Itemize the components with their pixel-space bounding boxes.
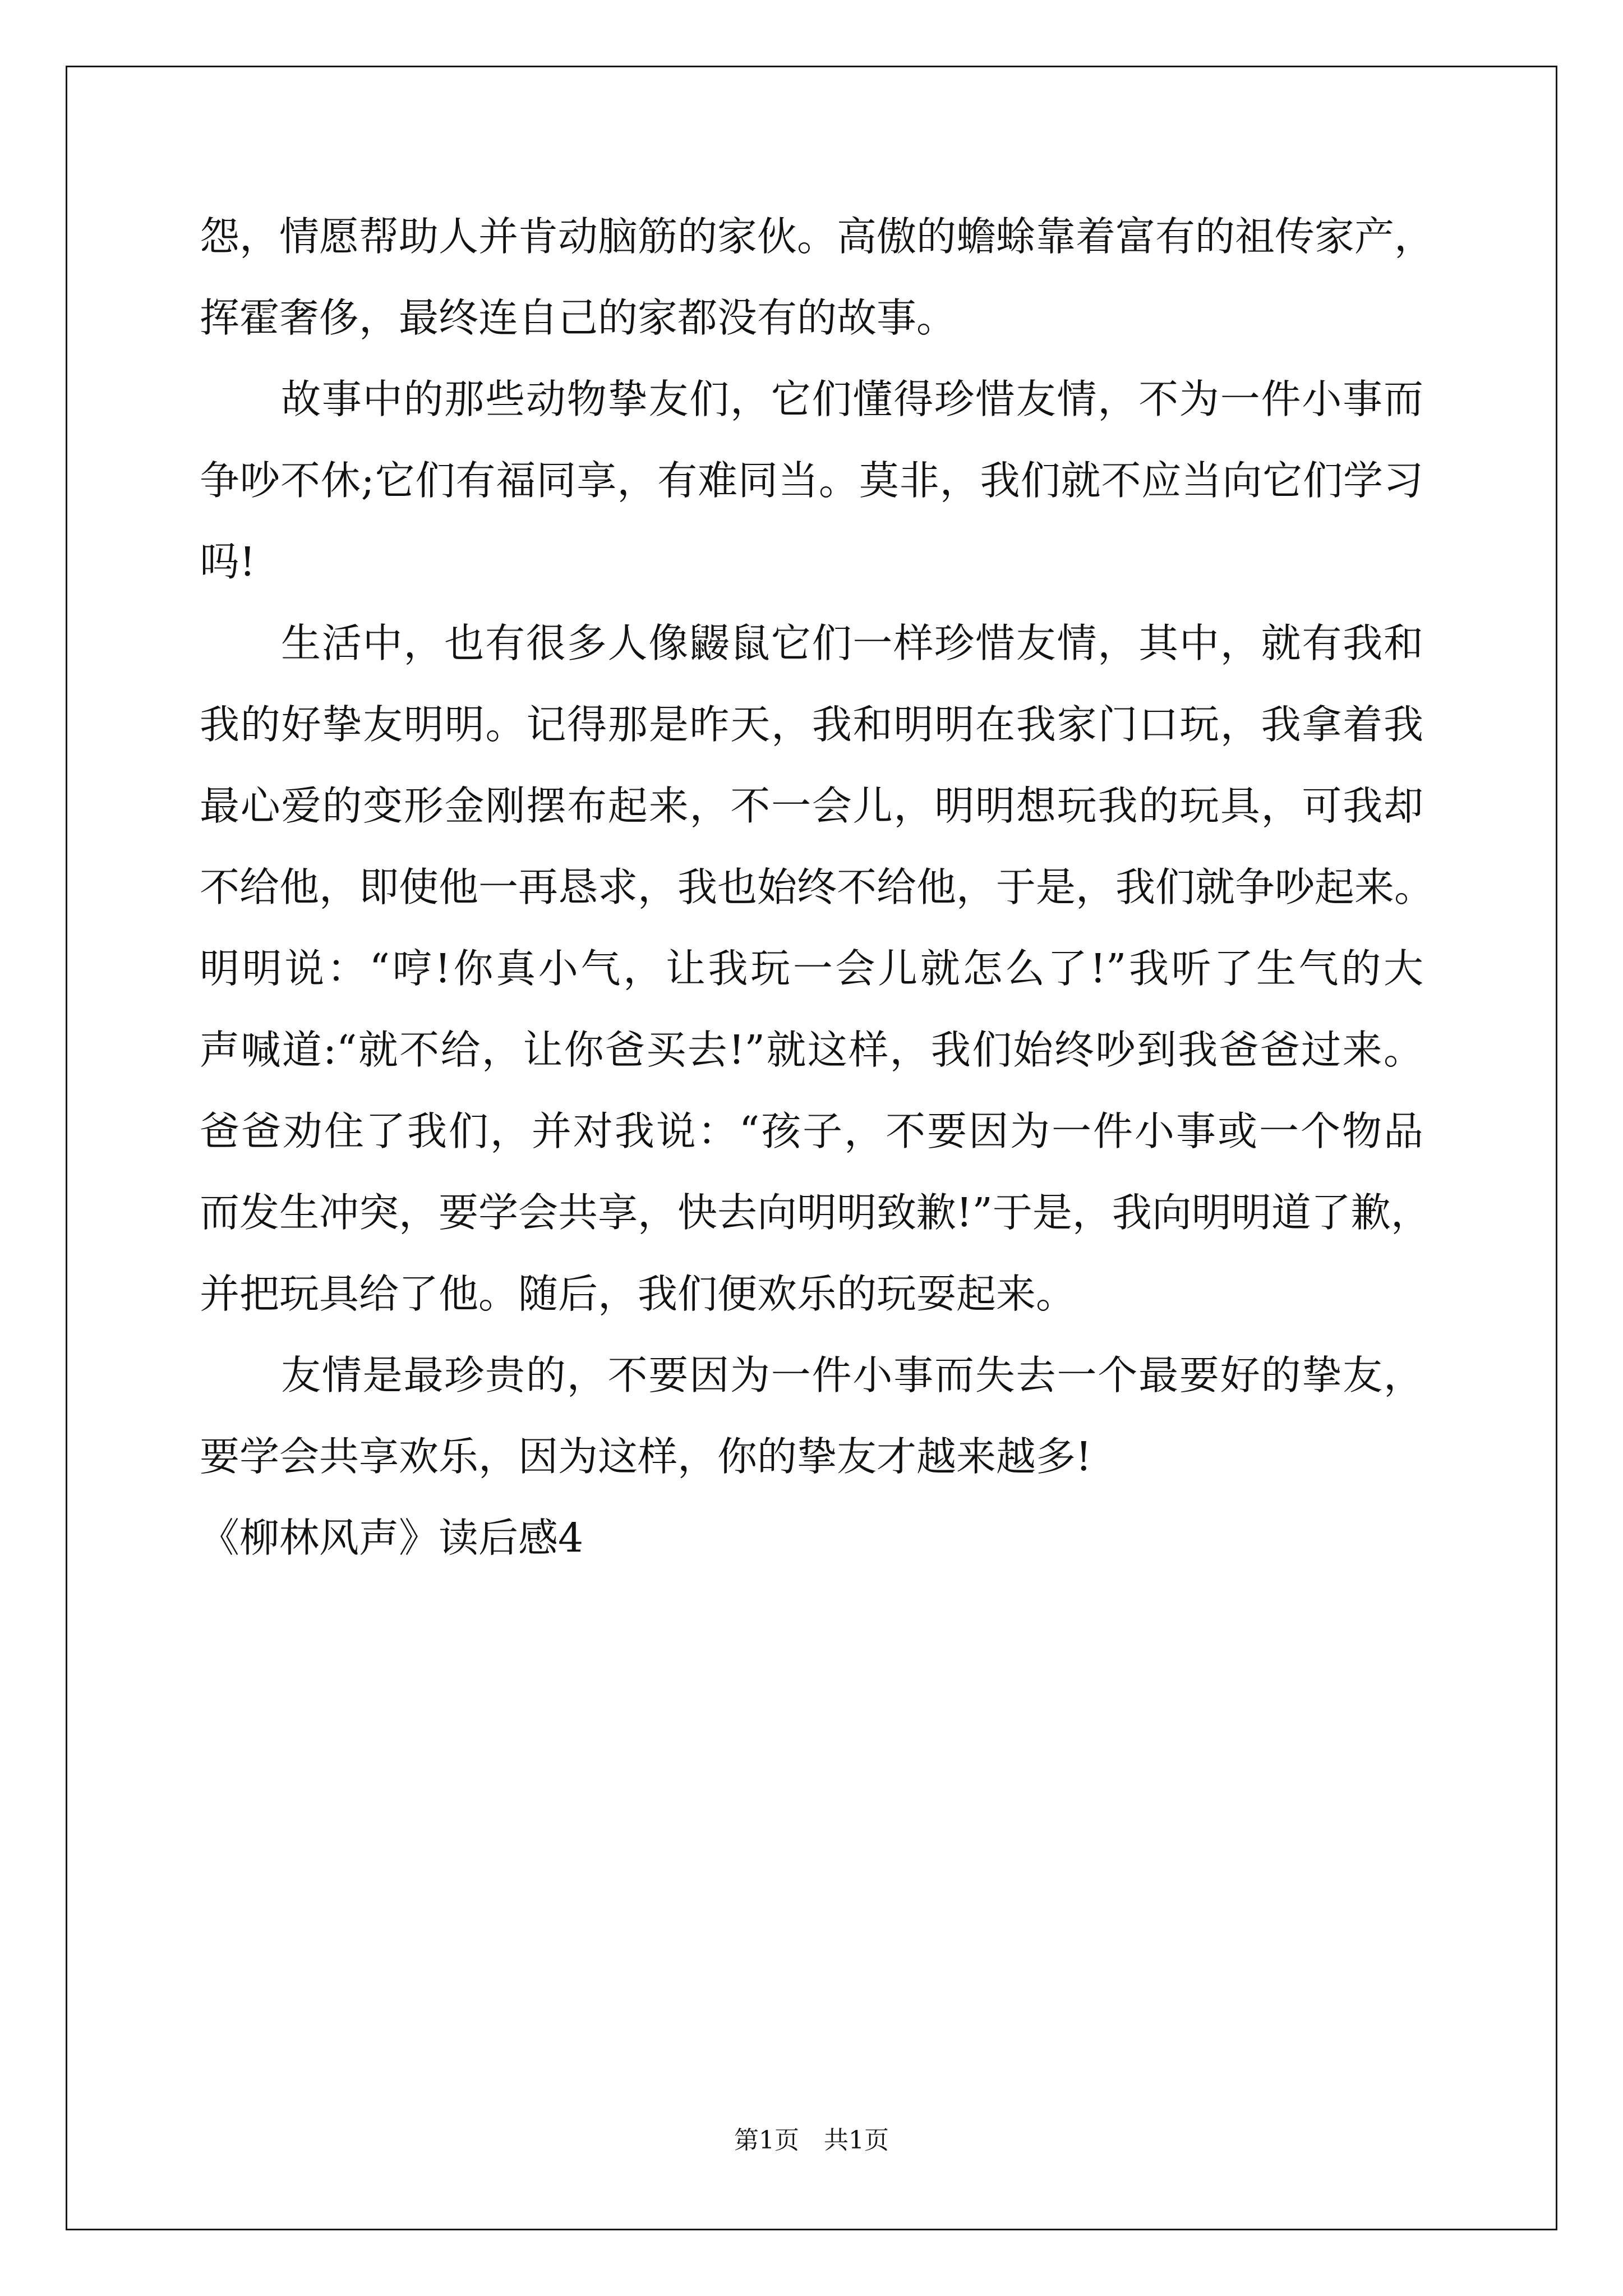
paragraph-3-line-4: 不给他，即使他一再恳求，我也始终不给他，于是，我们就争吵起来。: [200, 864, 1435, 910]
paragraph-1-line-2: 挥霍奢侈，最终连自己的家都没有的故事。: [200, 295, 957, 341]
paragraph-2-line-1: 故事中的那些动物挚友们，它们懂得珍惜友情，不为一件小事而: [281, 376, 1423, 422]
paragraph-2-line-2: 争吵不休;它们有福同享，有难同当。莫非，我们就不应当向它们学习: [200, 457, 1423, 504]
paragraph-3-line-7: 爸爸劝住了我们，并对我说：“孩子，不要因为一件小事或一个物品: [200, 1108, 1423, 1154]
paragraph-4-line-2: 要学会共享欢乐，因为这样，你的挚友才越来越多!: [200, 1433, 1092, 1480]
paragraph-3-line-5: 明明说：“哼!你真小气，让我玩一会儿就怎么了!”我听了生气的大: [200, 945, 1423, 992]
page-footer: 第1页 共1页: [734, 2126, 889, 2155]
paragraph-2-line-3: 吗!: [200, 539, 256, 585]
paragraph-3-line-9: 并把玩具给了他。随后，我们便欢乐的玩耍起来。: [200, 1271, 1076, 1317]
section-heading: 《柳林风声》读后感4: [200, 1515, 584, 1561]
paragraph-4-line-1: 友情是最珍贵的，不要因为一件小事而失去一个最要好的挚友，: [281, 1352, 1423, 1398]
paragraph-3-line-1: 生活中，也有很多人像鼹鼠它们一样珍惜友情，其中，就有我和: [281, 620, 1423, 666]
paragraph-3-line-6: 声喊道:“就不给，让你爸买去!”就这样，我们始终吵到我爸爸过来。: [200, 1027, 1423, 1073]
paragraph-3-line-8: 而发生冲突，要学会共享，快去向明明致歉!”于是，我向明明道了歉，: [200, 1189, 1431, 1236]
paragraph-1-line-1: 怨，情愿帮助人并肯动脑筋的家伙。高傲的蟾蜍靠着富有的祖传家产，: [200, 213, 1435, 260]
paragraph-3-line-2: 我的好挚友明明。记得那是昨天，我和明明在我家门口玩，我拿着我: [200, 701, 1423, 748]
paragraph-3-line-3: 最心爱的变形金刚摆布起来，不一会儿，明明想玩我的玩具，可我却: [200, 783, 1423, 829]
